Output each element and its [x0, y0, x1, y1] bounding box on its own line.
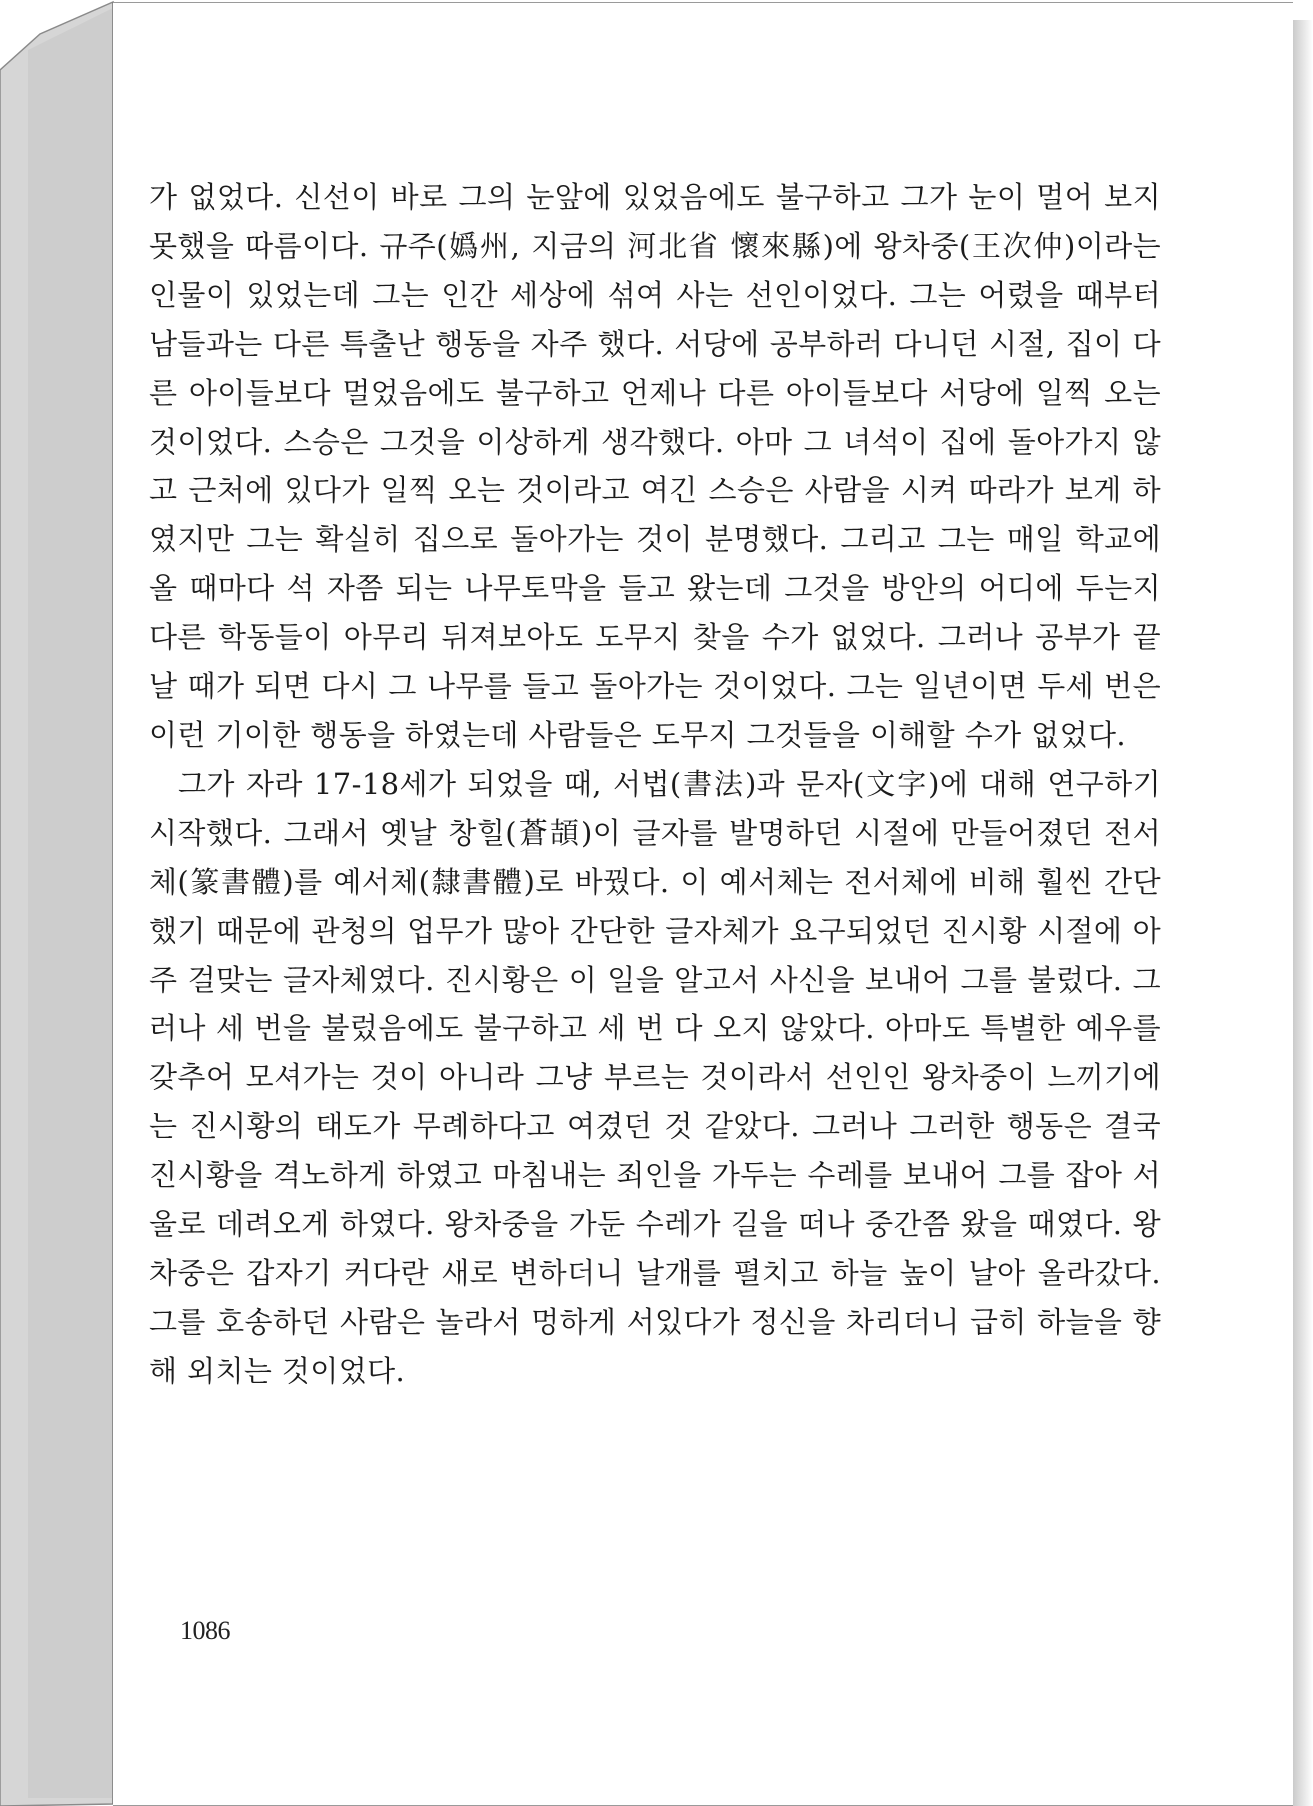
paragraph-2: 그가 자라 17-18세가 되었을 때, 서법(書法)과 문자(文字)에 대해 연구하기 시작했다. 그래서 옛날 창힐(蒼頡)이 글자를 발명하던 시절에 만들어졌던 전서체(篆書體)를 예서체(隸書體)로 바꿨다. 이 예서체는 전서체에 비해 훨씬 간단했기 때문에 관청의 업무가 많아 간단한 글자체가 요구되었던 진시황 시절에 아주 걸맞는 글자체였다. 진시황은 이 일을 알고서 사신을 보내어 그를 불렀다. 그러나 세 번을 불렀음에도 불구하고 세 번 다 오지 않았다. 아마도 특별한 예우를 갖추어 모셔가는 것이 아니라 그냥 부르는 것이라서 선인인 왕차중이 느끼기에는 진시황의 태도가 무례하다고 여겼던 것 같았다. 그러나 그러한 행동은 결국 진시황을 격노하게 하였고 마침내는 죄인을 가두는 수레를 보내어 그를 잡아 서울로 데려오게 하였다. 왕차중을 가둔 수레가 길을 떠나 중간쯤 왔을 때였다. 왕차중은 갑자기 커다란 새로 변하더니 날개를 펼치고 하늘 높이 날아 올라갔다. 그를 호송하던 사람은 놀라서 멍하게 서있다가 정신을 차리더니 급히 하늘을 향해 외치는 것이었다.: [149, 766, 1161, 1388]
page-number: 1086: [180, 1616, 230, 1645]
paragraph-1: 가 없었다. 신선이 바로 그의 눈앞에 있었음에도 불구하고 그가 눈이 멀어 보지 못했을 따름이다. 규주(嬀州, 지금의 河北省 懷來縣)에 왕차중(王次仲)이라는 인물이 있었는데 그는 인간 세상에 섞여 사는 선인이었다. 그는 어렸을 때부터 남들과는 다른 특출난 행동을 자주 했다. 서당에 공부하러 다니던 시절, 집이 다른 아이들보다 멀었음에도 불구하고 언제나 다른 아이들보다 서당에 일찍 오는 것이었다. 스승은 그것을 이상하게 생각했다. 아마 그 녀석이 집에 돌아가지 않고 근처에 있다가 일찍 오는 것이라고 여긴 스승은 사람을 시켜 따라가 보게 하였지만 그는 확실히 집으로 돌아가는 것이 분명했다. 그리고 그는 매일 학교에 올 때마다 석 자쯤 되는 나무토막을 들고 왔는데 그것을 방안의 어디에 두는지 다른 학동들이 아무리 뒤져보아도 도무지 찾을 수가 없었다. 그러나 공부가 끝날 때가 되면 다시 그 나무를 들고 돌아가는 것이었다. 그는 일년이면 두세 번은 이런 기이한 행동을 하였는데 사람들은 도무지 그것들을 이해할 수가 없었다.: [149, 180, 1161, 752]
page-edge-shadow: [1290, 20, 1313, 1806]
body-text: [149, 173, 1161, 1396]
